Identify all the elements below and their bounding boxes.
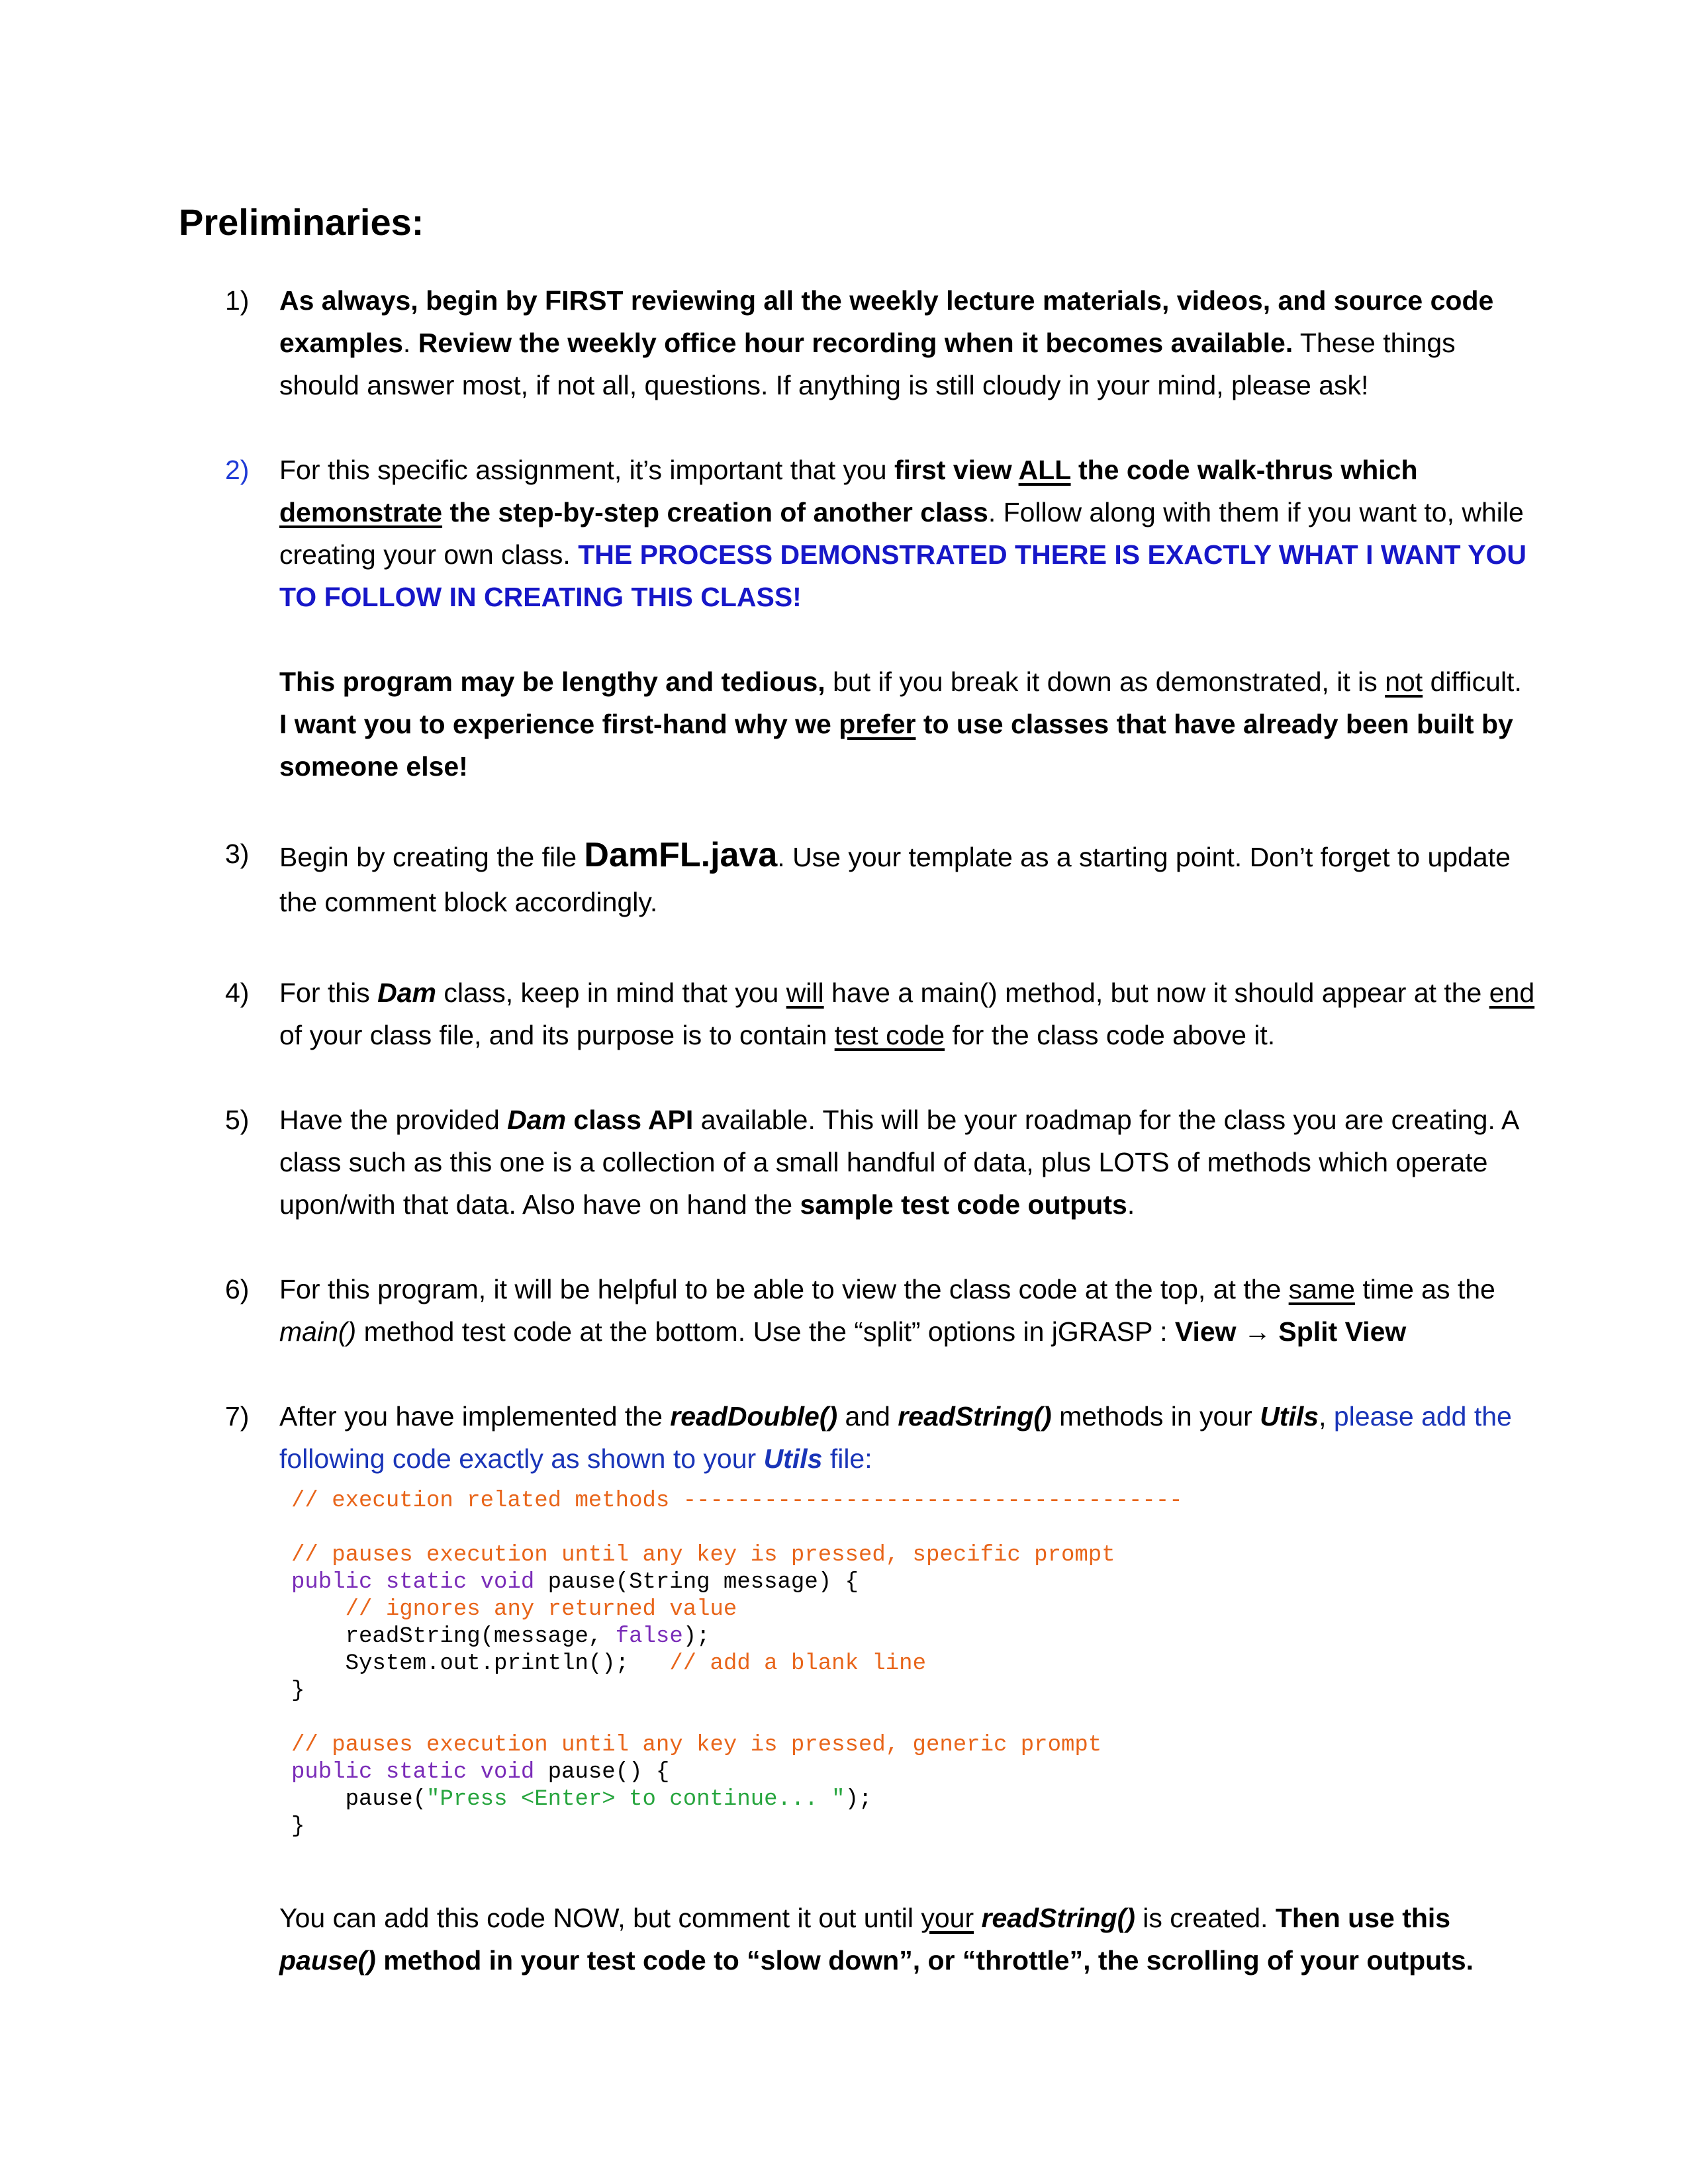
item-paragraph [279, 833, 1536, 925]
text: . [402, 328, 418, 358]
list-item-6 [225, 1268, 1536, 1353]
item-paragraph-2 [279, 660, 1536, 788]
code-text: readString(message, [345, 1624, 616, 1649]
code-text: pause(String message) { [534, 1570, 859, 1595]
text: You can add this code NOW, but comment it out until [279, 1903, 921, 1933]
list-item-1 [225, 279, 1536, 406]
item-paragraph [279, 972, 1536, 1056]
underlined-text: your [921, 1903, 974, 1933]
text: for the class code above it. [945, 1020, 1276, 1050]
text: have a main() method, but now it should appear at the [823, 978, 1489, 1008]
underlined-text: test code [834, 1020, 945, 1050]
code-comment: // pauses execution until any key is pressed, generic prompt [291, 1733, 1102, 1758]
code-comment: // ignores any returned value [345, 1597, 737, 1622]
code-keyword: false [615, 1624, 683, 1649]
text: After you have implemented the [279, 1401, 671, 1432]
bold-italic-text: pause() [279, 1945, 376, 1976]
bold-text: This program may be lengthy and tedious, [279, 666, 825, 697]
bold-text: first view [894, 455, 1019, 485]
bold-text: method in your test code to “slow down”, or “throttle”, the scrolling of your outputs. [375, 1945, 1474, 1976]
bold-italic-text: readString() [981, 1903, 1135, 1933]
code-text: pause() { [534, 1760, 670, 1785]
underlined-text: same [1288, 1274, 1355, 1304]
code-comment: // execution related methods ------------------------------------- [291, 1488, 1183, 1514]
code-comment: // add a blank line [669, 1651, 926, 1676]
text: available. This will be your roadmap for the class you are creating. A class such as this one is a collection of a small handful of data, plus LOTS of methods which operate upon/with that data. Also have on hand the [279, 1105, 1519, 1220]
page-title: Preliminaries: [179, 201, 424, 243]
underlined-bold-text: prefer [839, 709, 916, 739]
text: Begin by creating the file [279, 842, 585, 872]
text: but if you break it down as demonstrated, it is [825, 666, 1385, 697]
bold-italic-text: Dam [377, 978, 436, 1008]
bold-italic-text: readDouble() [670, 1401, 838, 1432]
bold-text: Review the weekly office hour recording when it becomes available. [418, 328, 1293, 358]
item-number: 1) [225, 285, 250, 316]
text: difficult. [1423, 666, 1522, 697]
code-text: ); [845, 1787, 872, 1812]
item-number: 2) [225, 455, 250, 485]
code-string: "Press <Enter> to continue... " [426, 1787, 845, 1812]
underlined-text: not [1385, 666, 1423, 697]
text: and [837, 1401, 898, 1432]
bold-text: sample test code outputs [800, 1189, 1127, 1220]
text: For this [279, 978, 378, 1008]
closing-paragraph [279, 1897, 1537, 1981]
bold-italic-text: readString() [898, 1401, 1052, 1432]
list-item-3 [225, 833, 1536, 925]
code-keyword: public static void [291, 1760, 535, 1785]
blue-text: please add the following code exactly as shown to your [279, 1401, 1512, 1474]
text: of your class file, and its purpose is to contain [279, 1020, 835, 1050]
text: method test code at the bottom. Use the “split” options in jGRASP : [356, 1316, 1175, 1347]
item-number: 4) [225, 978, 250, 1008]
list-item-4 [225, 972, 1536, 1056]
blue-text: file: [822, 1443, 872, 1474]
bold-text: the code walk-thrus which [1070, 455, 1418, 485]
blue-bold-italic-text: Utils [763, 1443, 823, 1474]
bold-text: Then use this [1275, 1903, 1451, 1933]
item-paragraph [279, 1099, 1536, 1226]
text: . Follow along with them if you want to, while creating your own class. [279, 497, 1524, 570]
menu-path: View → Split View [1174, 1316, 1407, 1347]
bold-italic-text: Utils [1260, 1401, 1319, 1432]
code-block [291, 1488, 1183, 1841]
text: . Use your template as a starting point. Don’t forget to update the comment block accordingly. [279, 842, 1511, 917]
list-item-5 [225, 1099, 1536, 1226]
item-paragraph [279, 279, 1536, 406]
item-paragraph [279, 449, 1536, 618]
underlined-bold-text: ALL [1018, 455, 1071, 485]
text: time as the [1354, 1274, 1495, 1304]
underlined-text: end [1489, 978, 1535, 1008]
text: Have the provided [279, 1105, 508, 1135]
bold-text: I want you to experience first-hand why we [279, 709, 839, 739]
bold-text: to use classes that have already been built by someone else! [279, 709, 1513, 782]
bold-text: As always, begin by FIRST reviewing all the weekly lecture materials, videos, and source code examples [279, 285, 1494, 358]
code-text: System.out.println(); [345, 1651, 630, 1676]
closing-text [279, 1897, 1537, 1981]
text: . [1127, 1189, 1135, 1220]
underlined-text: will [786, 978, 824, 1008]
text: methods in your [1051, 1401, 1260, 1432]
code-keyword: public static void [291, 1570, 535, 1595]
list-item-7 [225, 1395, 1536, 1480]
file-name: DamFL.java [584, 836, 778, 874]
text [974, 1903, 981, 1933]
list-item-2 [225, 449, 1536, 788]
code-text: } [291, 1678, 305, 1704]
text: class, keep in mind that you [436, 978, 786, 1008]
code-comment: // pauses execution until any key is pressed, specific prompt [291, 1543, 1115, 1568]
code-text: pause( [345, 1787, 427, 1812]
text: For this program, it will be helpful to be able to view the class code at the top, at the [279, 1274, 1289, 1304]
item-number: 7) [225, 1401, 250, 1432]
text: , [1319, 1401, 1334, 1432]
text: These things should answer most, if not all, questions. If anything is still cloudy in your mind, please ask! [279, 328, 1456, 400]
underlined-bold-text: demonstrate [279, 497, 443, 527]
bold-italic-text: Dam [507, 1105, 567, 1135]
bold-text: class API [566, 1105, 694, 1135]
item-paragraph [279, 1268, 1536, 1353]
italic-text: main() [279, 1316, 357, 1347]
item-number: 3) [225, 839, 250, 869]
bold-text: the step-by-step creation of another class [442, 497, 988, 527]
item-paragraph [279, 1395, 1536, 1480]
item-number: 5) [225, 1105, 250, 1135]
item-number: 6) [225, 1274, 250, 1304]
emphasis-text: THE PROCESS DEMONSTRATED THERE IS EXACTLY WHAT I WANT YOU TO FOLLOW IN CREATING THIS CLASS! [279, 539, 1527, 612]
code-text: } [291, 1814, 305, 1839]
code-text: ); [682, 1624, 710, 1649]
text: For this specific assignment, it’s important that you [279, 455, 894, 485]
text: is created. [1135, 1903, 1276, 1933]
